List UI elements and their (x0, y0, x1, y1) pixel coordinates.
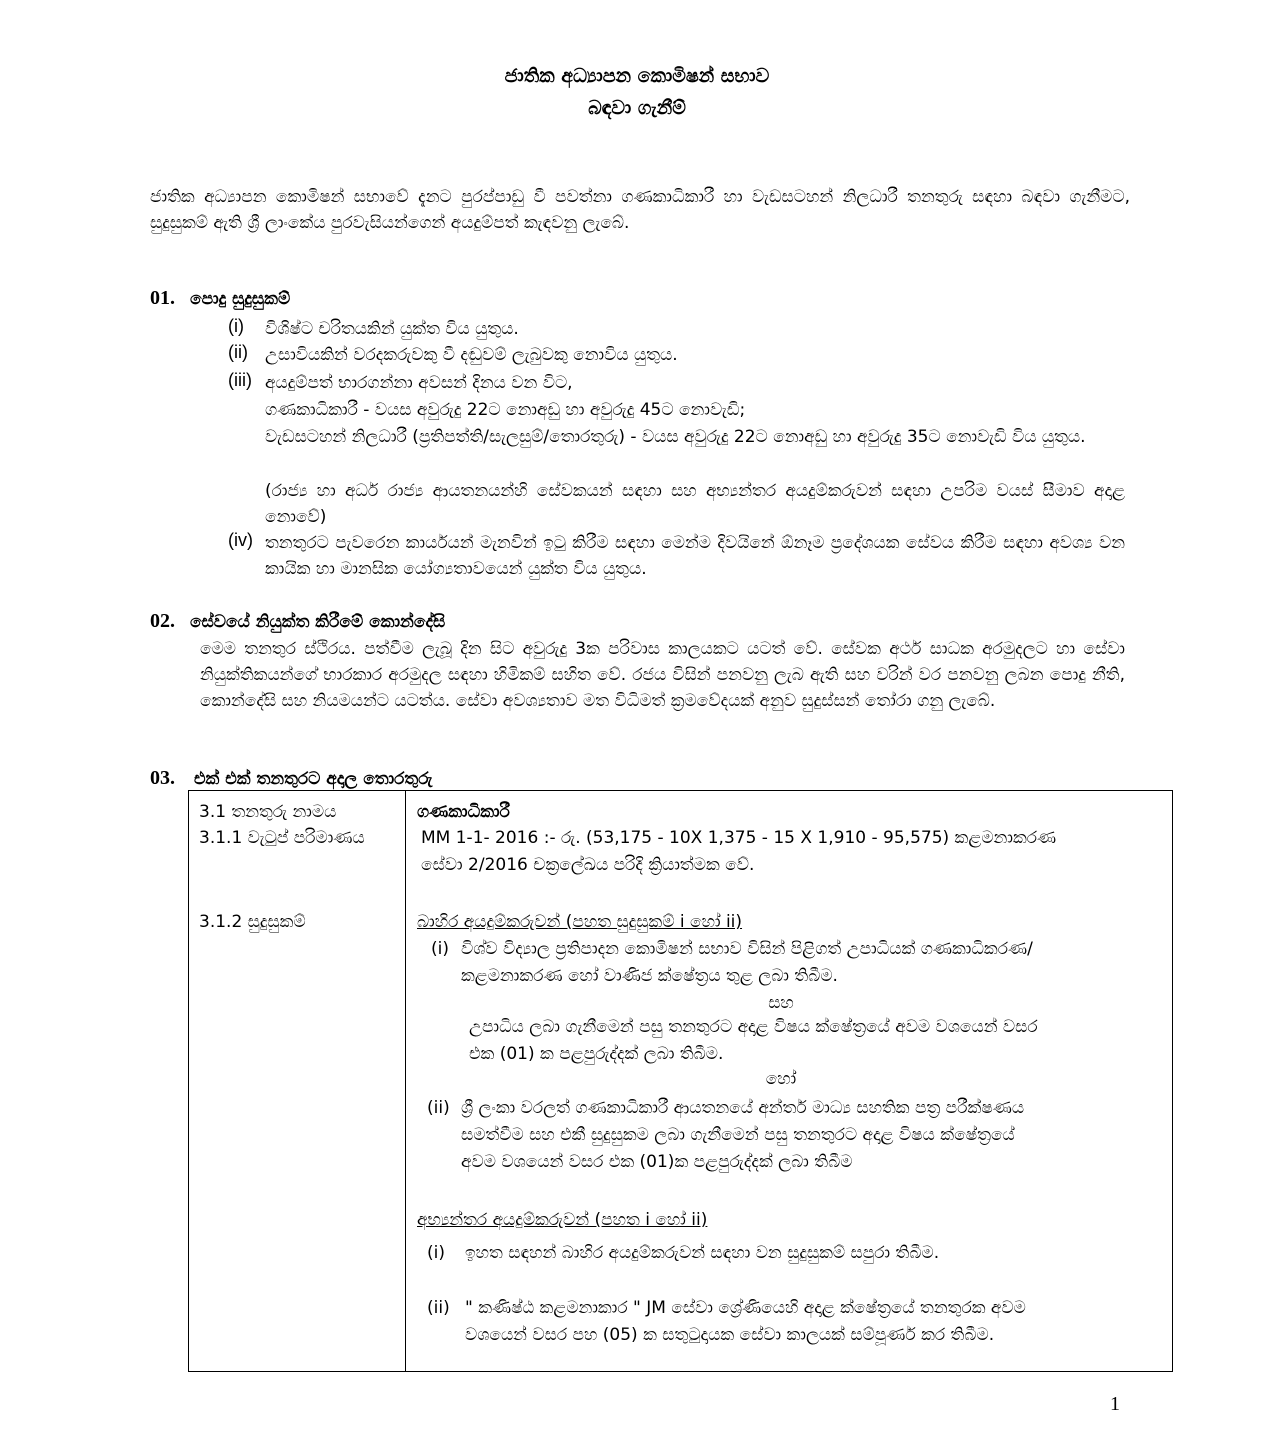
qualification-number: (ii) (427, 1098, 450, 1118)
list-item-number: (i) (228, 316, 244, 336)
table-label-qualifications: 3.1.2 සුදුසුකම් (199, 912, 306, 932)
qualification-text: වශයෙන් වසර පහ (05) ක සතුටුදායක සේවා කාලයක් සම්පූර්ණ කර තිබීම. (465, 1325, 995, 1345)
qualification-text: උපාධිය ලබා ගැනීමෙන් පසු තනතුරට අදාළ විෂය ක්ෂේත්‍රයේ අවම වශයෙන් වසර (469, 1017, 1038, 1037)
document-title: ජාතික අධ්‍යාපන කොමිෂන් සභාව (504, 65, 770, 87)
qualification-number: (i) (427, 1243, 445, 1263)
qualification-text: විශ්ව විද්‍යාල ප්‍රතිපාදන කොමිෂන් සභාව විසින් පිළිගත් උපාධියක් ගණකාධිකරණ/ (461, 939, 1033, 959)
section-3-heading: එක් එක් තනතුරට අදාල තොරතුරු (194, 769, 433, 789)
list-item-text: ගණකාධිකාරී - වයස අවුරුදු 22ට නොඅඩු හා අවුරුදු 45ට නොවැඩි; (265, 400, 746, 420)
qualification-text: අවම වශයෙන් වසර එක (01)ක පළපුරුද්දක් ලබා තිබීම (461, 1152, 853, 1172)
table-column-divider (405, 791, 406, 1371)
internal-applicants-heading: අභ්‍යන්තර අයදුම්කරුවන් (පහත i හෝ ii) (417, 1210, 708, 1230)
section-1-heading: පොදු සුදුසුකම් (190, 289, 291, 309)
table-label-position-name: 3.1 තනතුරු නාමය (199, 802, 337, 822)
section-2-text: මෙම තනතුර ස්ථිරය. පත්වීම ලැබූ දින සිට අවුරුදු 3ක පරිවාස කාලයකට යටත් වේ. සේවක අර්ථ සාධක අරමුදලට හා සේවා නියුක්තිකයන්ගේ භාරකාර අරමුදල සඳහා හිමිකම් සහිත වේ. රජය විසින් පනවනු ලැබ ඇති සහ වරින් වර පනවනු ලබන පොදු නීති, කොන්දේසි සහ නියමයන්ට යටත්ය. සේවා අවශ්‍යතාව මත විධිමත් ක්‍රමවේදයක් අනුව සුදුස්සන් තෝරා ගනු ලැබේ. (200, 639, 1125, 711)
qualification-text: එක (01) ක පළපුරුද්දක් ලබා තිබීම. (469, 1044, 724, 1064)
qualification-text: සමත්වීම සහ එකී සුදුසුකම ලබා ගැනීමෙන් පසු තනතුරට අදාළ විෂය ක්ෂේත්‍රයේ (461, 1125, 1015, 1145)
qualification-number: (ii) (427, 1298, 450, 1318)
list-item-text: වැඩසටහන් නිලධාරී (ප්‍රතිපත්ති/සැලසුම්/තොරතුරු) - වයස අවුරුදු 22ට නොඅඩු හා අවුරුදු 35ට නොවැඩි විය යුතුය. (265, 427, 1086, 447)
document-subtitle: බඳවා ගැනීම් (588, 97, 686, 119)
position-info-table (188, 790, 1173, 1372)
qualification-text: ශ්‍රී ලංකා වරලත් ගණකාධිකාරී ආයතනයේ අන්තර් මාධ්‍ය සහතික පත්‍ර පරීක්ෂණය (461, 1098, 1025, 1118)
page-number: 1 (1110, 1393, 1120, 1415)
list-item-number: (iv) (228, 530, 253, 550)
section-3-number: 03. (150, 767, 175, 789)
list-item-text: (රාජ්‍ය හා අර්ධ රාජ්‍ය ආයතනයන්හි සේවකයන් සඳහා සහ අභ්‍යන්තර අයදුම්කරුවන් සඳහා උපරිම වයස් සීමාව අදාළ නොවේ) (265, 481, 1125, 527)
table-value-salary-line: MM 1-1- 2016 :- රු. (53,175 - 10X 1,375 - 15 X 1,910 - 95,575) කළමනාකරණ (421, 828, 1057, 848)
table-label-salary-scale: 3.1.1 වැටුප් පරිමාණය (199, 828, 365, 848)
list-item-number: (iii) (228, 370, 252, 390)
intro-paragraph: ජාතික අධ්‍යාපන කොමිෂන් සභාවේ දැනට පුරප්පාඩු වී පවත්නා ගණකාධිකාරී හා වැඩසටහන් නිලධාරී තනතුරු සඳහා බඳවා ගැනීමට, සුදුසුකම් ඇති ශ්‍රී ලාංකේය පුරවැසියන්ගෙන් අයදුම්පත් කැඳවනු ලැබේ. (150, 187, 1130, 233)
list-item-text: උසාවියකින් වරදකරුවකු වී දඬුවම් ලැබුවකු නොවිය යුතුය. (265, 345, 678, 365)
conjunction-or: හෝ (765, 1069, 797, 1089)
qualification-text: කළමනාකරණ හෝ වාණිජ ක්ෂේත්‍රය තුළ ලබා තිබීම. (461, 966, 838, 986)
qualification-number: (i) (431, 939, 449, 959)
qualification-text: " කණිෂ්ඨ කළමනාකාර " JM සේවා ශ්‍රේණියෙහි අදාළ ක්ෂේත්‍රයේ තනතුරක අවම (465, 1298, 1026, 1318)
section-1-number: 01. (150, 287, 175, 309)
conjunction-and: සහ (768, 993, 794, 1013)
list-item-text: විශිෂ්ට චරිතයකින් යුක්ත විය යුතුය. (265, 319, 519, 339)
table-value-salary-line: සේවා 2/2016 චක්‍රලේඛය පරිදි ක්‍රියාත්මක වේ. (421, 855, 755, 875)
list-item-number: (ii) (228, 342, 248, 362)
qualification-text: ඉහත සඳහන් බාහිර අයදුම්කරුවන් සඳහා වන සුදුසුකම් සපුරා තිබීම. (465, 1243, 940, 1263)
section-2-heading: සේවයේ නියුක්ත කිරීමේ කොන්දේසි (190, 612, 446, 632)
table-value-position-name: ගණකාධිකාරී (417, 802, 510, 822)
section-2-number: 02. (150, 610, 175, 632)
list-item-text: අයදුම්පත් භාරගන්නා අවසන් දිනය වන විට, (265, 373, 573, 393)
external-applicants-heading: බාහිර අයදුම්කරුවන් (පහත සුදුසුකම් i හෝ ii) (417, 912, 743, 932)
list-item-text: තනතුරට පැවරෙන කාර්යයන් මැනවින් ඉටු කිරීම සඳහා මෙන්ම දිවයිනේ ඕනෑම ප්‍රදේශයක සේවය කිරීම සඳහා අවශ්‍ය වන කායික හා මානසික යෝග්‍යතාවයෙන් යුක්ත විය යුතුය. (265, 533, 1125, 579)
